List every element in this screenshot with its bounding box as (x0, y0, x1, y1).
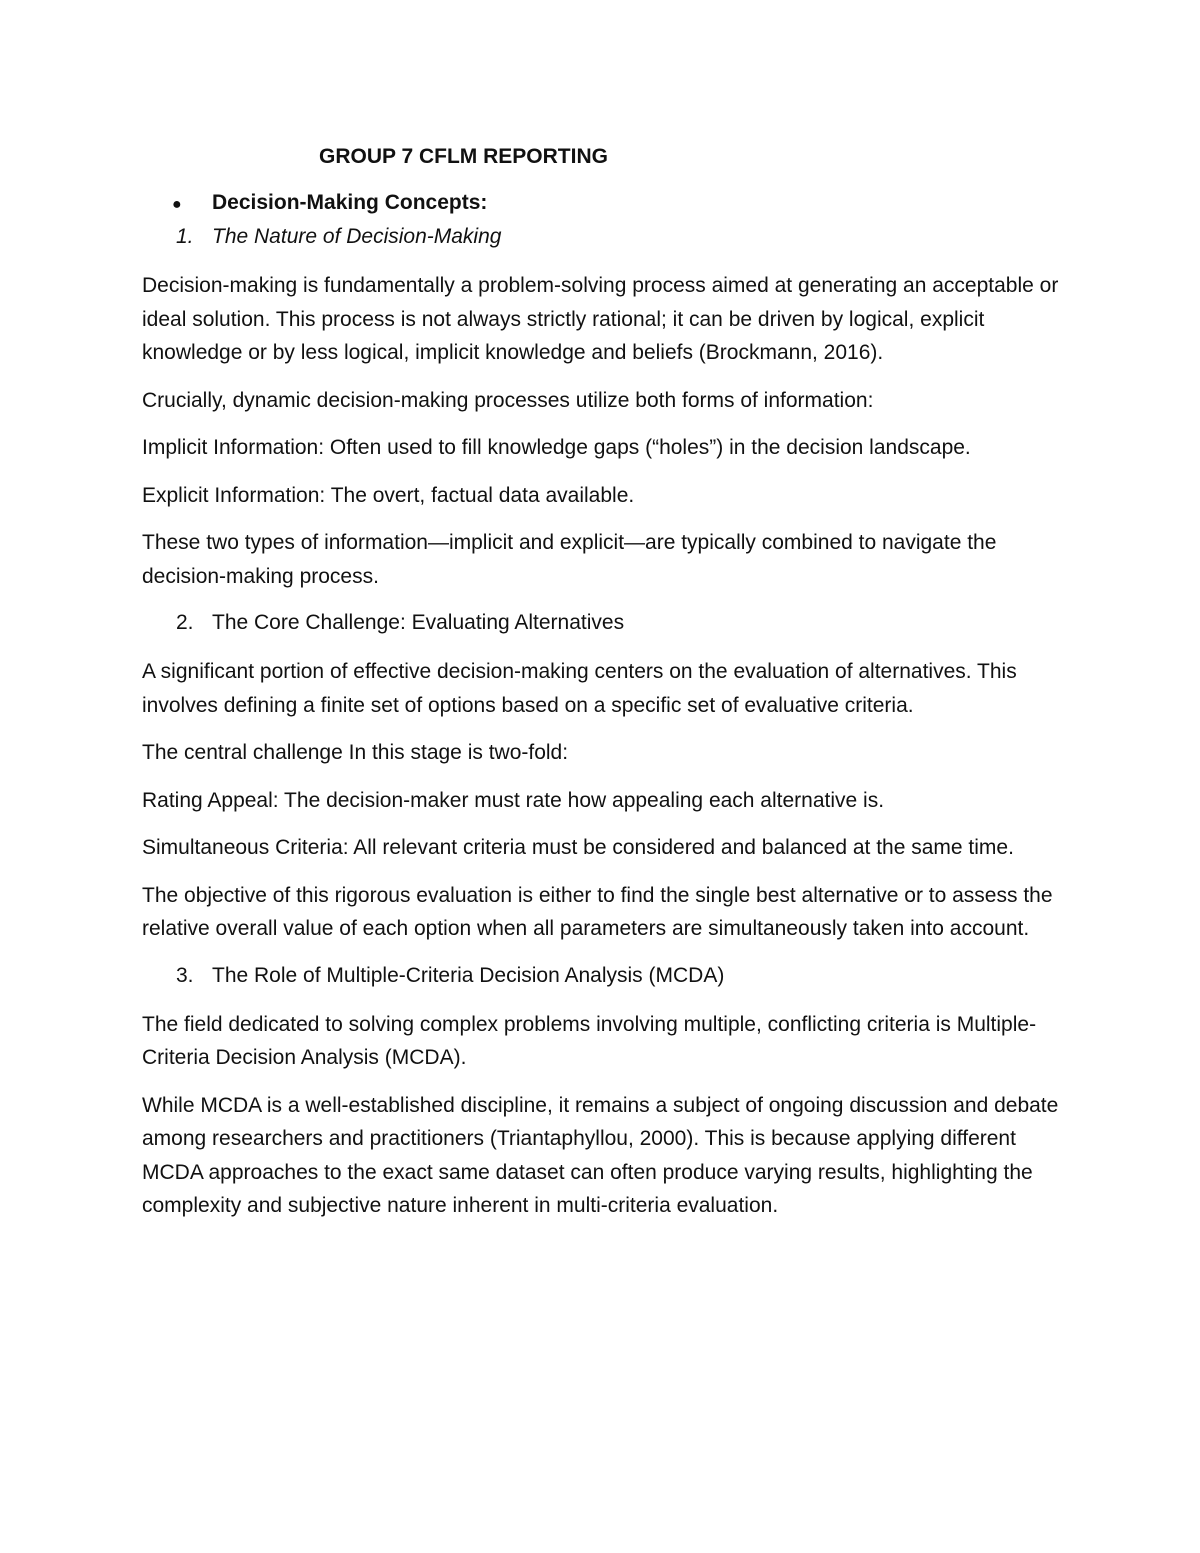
section-3-heading (142, 960, 1062, 992)
document-body (142, 142, 1062, 1237)
bullet-heading: Decision-Making Concepts: (212, 191, 488, 214)
document-title: GROUP 7 CFLM REPORTING (319, 145, 608, 168)
paragraph: These two types of information—implicit and explicit—are typically combined to navigate the decision-making process. (142, 531, 997, 588)
section-number: 2. (176, 611, 194, 634)
section-number: 3. (176, 963, 194, 987)
paragraph: Explicit Information: The overt, factual data available. (142, 483, 635, 507)
paragraph: Decision-making is fundamentally a problem-solving process aimed at generating an acceptable or ideal solution. This process is not always strictly rational; it can be driven by logical, explicit knowledge or by less logical, implicit knowledge and beliefs (Brockmann, 2016). (142, 274, 1059, 364)
paragraph: The central challenge In this stage is two-fold: (142, 741, 569, 764)
section-1-heading (142, 221, 1062, 253)
paragraph: Crucially, dynamic decision-making processes utilize both forms of information: (142, 388, 874, 412)
section-2-heading (142, 607, 1062, 639)
section-title: The Core Challenge: Evaluating Alternatives (212, 611, 625, 634)
bullet-icon: ● (172, 196, 182, 213)
paragraph: While MCDA is a well-established discipline, it remains a subject of ongoing discussion and debate among researchers and practitioners (Triantaphyllou, 2000). This is because applying different MCDA approaches to the exact same dataset can often produce varying results, highlighting the complexity and subjective nature inherent in multi-criteria evaluation. (142, 1093, 1059, 1217)
paragraph: Simultaneous Criteria: All relevant criteria must be considered and balanced at the same time. (142, 836, 1014, 859)
paragraph: Implicit Information: Often used to fill knowledge gaps (“holes”) in the decision landscape. (142, 436, 971, 459)
paragraph: The objective of this rigorous evaluation is either to find the single best alternative or to assess the relative overall value of each option when all parameters are simultaneously taken into account. (142, 883, 1053, 940)
bullet-item (142, 186, 1062, 221)
section-number: 1. (176, 225, 194, 248)
paragraph: Rating Appeal: The decision-maker must rate how appealing each alternative is. (142, 788, 885, 812)
section-title: The Nature of Decision-Making (212, 225, 502, 248)
section-title: The Role of Multiple-Criteria Decision Analysis (MCDA) (212, 963, 725, 987)
paragraph: The field dedicated to solving complex problems involving multiple, conflicting criteria is Multiple-Criteria Decision Analysis (MCDA). (142, 1012, 1037, 1069)
paragraph: A significant portion of effective decision-making centers on the evaluation of alternatives. This involves defining a finite set of options based on a specific set of evaluative criteria. (142, 660, 1017, 717)
